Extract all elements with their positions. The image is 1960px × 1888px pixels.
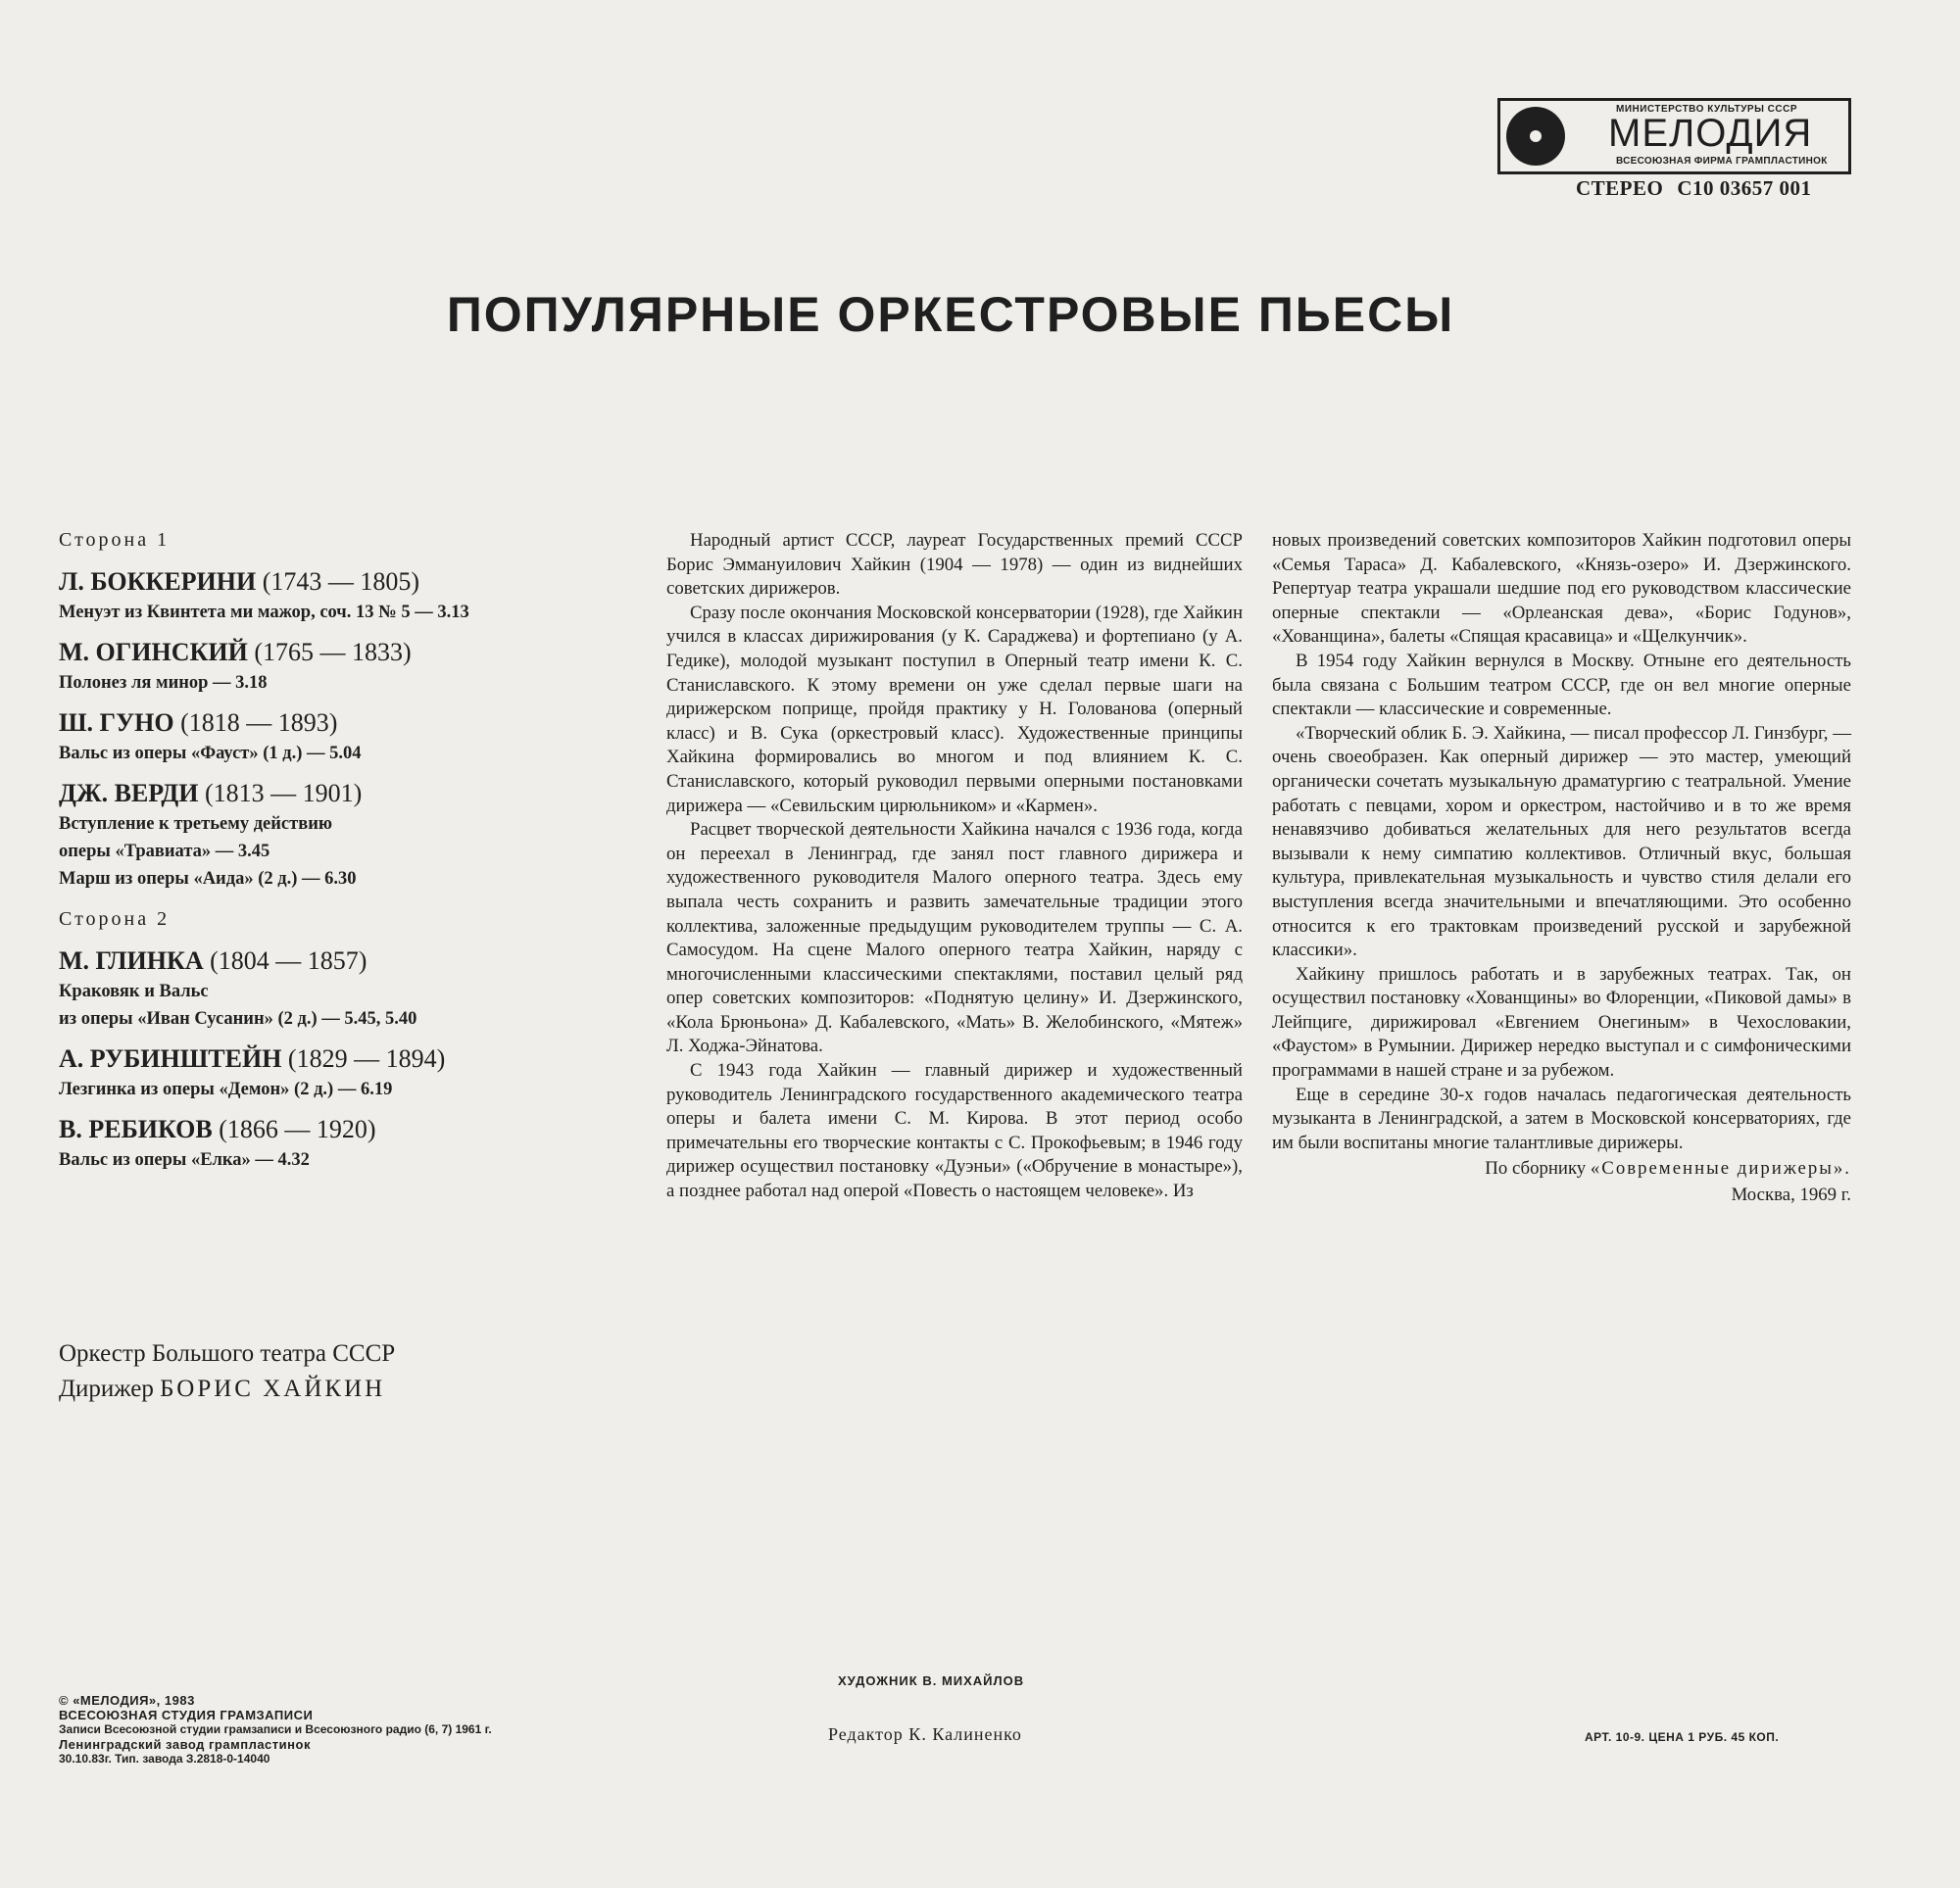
composer-line bbox=[59, 636, 666, 669]
article-paragraph: Народный артист СССР, лауреат Государственных премий СССР Борис Эммануилович Хайкин (1904 — 1978) — один из виднейших советских дирижеров. bbox=[666, 530, 1243, 600]
article-column-1 bbox=[666, 529, 1243, 1204]
work-title: Краковяк и Вальс bbox=[59, 982, 209, 1001]
conductor-line bbox=[59, 1372, 395, 1407]
article-paragraph: С 1943 года Хайкин — главный дирижер и художественный руководитель Ленинградского государственного академического театра оперы и балета имени С. М. Кирова. В этот период особо примечательны его творческие контакты с С. Прокофьевым; в 1946 году дирижер осуществил постановку «Дуэньи» («Обручение в монастыре»), а позднее работал над оперой «Повесть о настоящем человеке». Из bbox=[666, 1060, 1243, 1202]
studio-name: ВСЕСОЮЗНАЯ СТУДИЯ ГРАМЗАПИСИ bbox=[59, 1708, 314, 1722]
orchestra-name: Оркестр Большого театра СССР bbox=[59, 1340, 396, 1367]
catalog-number: С10 03657 001 bbox=[1677, 176, 1812, 200]
composer-years: (1813 — 1901) bbox=[205, 779, 363, 807]
composer-years: (1765 — 1833) bbox=[254, 638, 412, 666]
performer-credits bbox=[59, 1336, 395, 1407]
composer-years: (1866 — 1920) bbox=[219, 1115, 376, 1143]
composer-line bbox=[59, 777, 666, 810]
composer-name: ДЖ. ВЕРДИ bbox=[59, 779, 199, 807]
track-entry bbox=[59, 944, 666, 1033]
editor-credit: Редактор К. Калиненко bbox=[828, 1724, 1022, 1744]
side-2-pieces bbox=[59, 944, 666, 1174]
work-title: Полонез ля минор — 3.18 bbox=[59, 673, 268, 693]
price-info: АРТ. 10-9. ЦЕНА 1 РУБ. 45 КОП. bbox=[1585, 1730, 1780, 1744]
source-title: «Современные дирижеры». bbox=[1590, 1158, 1851, 1180]
track-entry bbox=[59, 565, 666, 626]
work-title: Вальс из оперы «Елка» — 4.32 bbox=[59, 1150, 310, 1170]
article-column-2-text bbox=[1272, 529, 1851, 1155]
catalog-info bbox=[1576, 176, 1812, 201]
source-place: Москва, 1969 г. bbox=[1731, 1185, 1851, 1206]
logo-brand: МЕЛОДИЯ bbox=[1608, 112, 1813, 155]
composer-name: А. РУБИНШТЕЙН bbox=[59, 1044, 282, 1073]
composer-name: В. РЕБИКОВ bbox=[59, 1115, 213, 1143]
side-1-label: Сторона 1 bbox=[59, 529, 171, 551]
work-title: оперы «Травиата» — 3.45 bbox=[59, 842, 270, 861]
work-title: Менуэт из Квинтета ми мажор, соч. 13 № 5 — 3.13 bbox=[59, 603, 469, 622]
conductor-label: Дирижер bbox=[59, 1376, 154, 1402]
artist-credit: ХУДОЖНИК В. МИХАЙЛОВ bbox=[838, 1673, 1025, 1688]
logo-firm: ВСЕСОЮЗНАЯ ФИРМА ГРАМПЛАСТИНОК bbox=[1616, 156, 1828, 167]
print-info: 30.10.83г. Тип. завода З.2818-0-14040 bbox=[59, 1752, 270, 1766]
article-paragraph: Расцвет творческой деятельности Хайкина начался с 1936 года, когда он переехал в Ленинград, где занял пост главного дирижера и художественного руководителя Малого оперного театра. Здесь ему выпала честь сохранить и развить замечательные традиции этого коллектива, заложенные предыдущим руководителем труппы — С. А. Самосудом. На сцене Малого оперного театра Хайкин, наряду с многочисленными классическими спектаклями, поставил целый ряд опер советских композиторов: «Поднятую целину» И. Дзержинского, «Кола Брюньона» Д. Кабалевского, «Мать» В. Желобинского, «Мятеж» Л. Ходжа-Эйнатова. bbox=[666, 819, 1243, 1057]
article-paragraph: В 1954 году Хайкин вернулся в Москву. Отныне его деятельность была связана с Большим театром СССР, где он вел многие оперные спектакли — классические и современные. bbox=[1272, 650, 1851, 720]
composer-years: (1829 — 1894) bbox=[287, 1044, 446, 1073]
track-entry bbox=[59, 706, 666, 767]
article-paragraph: Еще в середине 30-х годов началась педагогическая деятельность музыканта в Ленинградской, а затем в Московской консерваториях, где им были воспитаны многие талантливые дирижеры. bbox=[1272, 1084, 1851, 1153]
article-paragraph: «Творческий облик Б. Э. Хайкина, — писал профессор Л. Гинзбург, — очень своеобразен. Как оперный дирижер — это мастер, умеющий органически сочетать музыкальную драматургию с театральной. Умение работать с певцами, хором и оркестром, настойчиво и в то же время ненавязчиво добиваться желательных для него результатов всегда вызывали к нему симпатию коллективов. Отличный вкус, большая культура, привлекательная музыкальность и чувство стиля делали его выступления всегда значительными и впечатляющими. Это особенно относится к его трактовкам произведений русской и зарубежной классики». bbox=[1272, 722, 1851, 961]
melodiya-logo bbox=[1497, 98, 1851, 174]
stereo-label: СТЕРЕО bbox=[1576, 176, 1664, 200]
article-paragraph: новых произведений советских композиторов Хайкин подготовил оперы «Семья Тараса» Д. Кабалевского, «Князь-озеро» И. Дзержинского. Репертуар театра украшали шедшие под его руководством классические оперные спектакли — «Орлеанская дева», «Борис Годунов», «Хованщина», балеты «Спящая красавица» и «Щелкунчик». bbox=[1272, 530, 1851, 648]
recording-info: Записи Всесоюзной студии грамзаписи и Всесоюзного радио (6, 7) 1961 г. bbox=[59, 1722, 492, 1736]
source-prefix: По сборнику bbox=[1485, 1158, 1587, 1180]
composer-name: Ш. ГУНО bbox=[59, 708, 174, 737]
footer-imprint bbox=[59, 1693, 492, 1767]
track-entry bbox=[59, 1113, 666, 1174]
work-title: Вступление к третьему действию bbox=[59, 814, 333, 834]
composer-years: (1743 — 1805) bbox=[262, 567, 420, 596]
composer-line bbox=[59, 944, 666, 978]
composer-name: Л. БОККЕРИНИ bbox=[59, 567, 257, 596]
work-title: Лезгинка из оперы «Демон» (2 д.) — 6.19 bbox=[59, 1080, 393, 1099]
side-2-label: Сторона 2 bbox=[59, 908, 171, 930]
composer-years: (1804 — 1857) bbox=[210, 946, 368, 975]
composer-line bbox=[59, 1113, 666, 1146]
track-entry bbox=[59, 636, 666, 697]
article-source bbox=[1272, 1157, 1851, 1182]
side-1-pieces bbox=[59, 565, 666, 893]
work-title: Вальс из оперы «Фауст» (1 д.) — 5.04 bbox=[59, 744, 362, 763]
record-disc-icon bbox=[1506, 107, 1565, 166]
composer-line bbox=[59, 706, 666, 740]
work-title: Марш из оперы «Аида» (2 д.) — 6.30 bbox=[59, 869, 357, 889]
article-column-2 bbox=[1272, 529, 1851, 1208]
track-list bbox=[59, 529, 666, 1184]
track-entry bbox=[59, 777, 666, 893]
composer-line bbox=[59, 565, 666, 599]
conductor-name: БОРИС ХАЙКИН bbox=[160, 1376, 386, 1402]
track-entry bbox=[59, 1042, 666, 1103]
composer-name: М. ГЛИНКА bbox=[59, 946, 204, 975]
article-paragraph: Хайкину пришлось работать и в зарубежных театрах. Так, он осуществил постановку «Хованщины» во Флоренции, «Пиковой дамы» в Лейпциге, дирижировал «Евгением Онегиным» в Чехословакии, «Фаустом» в Румынии. Дирижер нередко выступал и с симфоническими программами в нашей стране и за рубежом. bbox=[1272, 963, 1851, 1082]
article-paragraph: Сразу после окончания Московской консерватории (1928), где Хайкин учился в классах дирижирования (у К. Сараджева) и фортепиано (у А. Гедике), молодой музыкант поступил в Оперный театр имени К. С. Станиславского. К этому времени он уже сделал первые шаги на дирижерском поприще, пройдя практику у Н. Голованова (оперный класс) и В. Сука (оркестровый класс). Художественные принципы Хайкина формировались во многом и под влиянием К. С. Станиславского, который руководил первыми оперными постановками дирижера — «Севильским цирюльником» и «Кармен». bbox=[666, 602, 1243, 816]
work-title: из оперы «Иван Сусанин» (2 д.) — 5.45, 5.40 bbox=[59, 1009, 417, 1029]
composer-name: М. ОГИНСКИЙ bbox=[59, 638, 248, 666]
album-title: ПОПУЛЯРНЫЕ ОРКЕСТРОВЫЕ ПЬЕСЫ bbox=[446, 287, 1455, 342]
logo-ministry: МИНИСТЕРСТВО КУЛЬТУРЫ СССР bbox=[1616, 104, 1797, 115]
copyright: © «МЕЛОДИЯ», 1983 bbox=[59, 1693, 195, 1708]
composer-years: (1818 — 1893) bbox=[180, 708, 338, 737]
factory-name: Ленинградский завод грампластинок bbox=[59, 1737, 311, 1752]
composer-line bbox=[59, 1042, 666, 1076]
